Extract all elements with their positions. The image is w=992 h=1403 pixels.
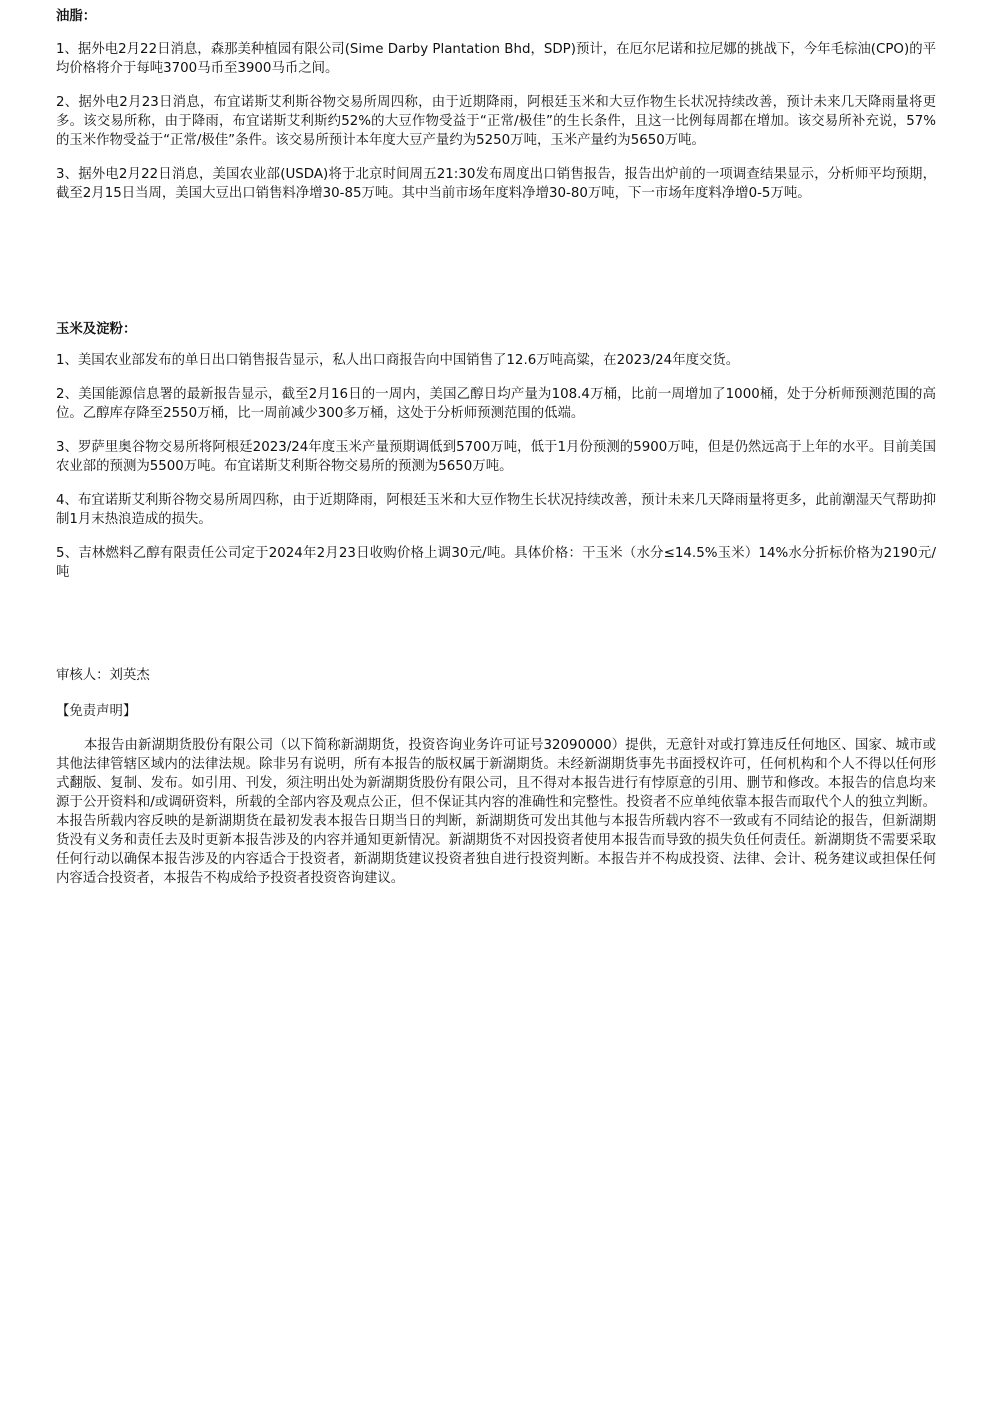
corn-news-item-1: 1、美国农业部发布的单日出口销售报告显示，私人出口商报告向中国销售了12.6万吨高粱，在2023/24年度交货。 <box>56 353 740 368</box>
corn-section <box>56 319 936 597</box>
oil-news-item-1: 1、据外电2月22日消息，森那美种植园有限公司(Sime Darby Plantation Bhd，SDP)预计，在厄尔尼诺和拉尼娜的挑战下，今年毛棕油(CPO)的平均价格将介于每吨3700马币至3900马币之间。 <box>56 42 936 76</box>
corn-news-item-2: 2、美国能源信息署的最新报告显示，截至2月16日的一周内，美国乙醇日均产量为108.4万桶，比前一周增加了1000桶，处于分析师预测范围的高位。乙醇库存降至2550万桶，比一周前减少300多万桶，这处于分析师预测范围的低端。 <box>56 387 936 421</box>
disclaimer-body: 本报告由新湖期货股份有限公司（以下简称新湖期货，投资咨询业务许可证号32090000）提供，无意针对或打算违反任何地区、国家、城市或其他法律管辖区域内的法律法规。除非另有说明，所有本报告的版权属于新湖期货。未经新湖期货事先书面授权许可，任何机构和个人不得以任何形式翻版、复制、发布。如引用、刊发，须注明出处为新湖期货股份有限公司，且不得对本报告进行有悖原意的引用、删节和修改。本报告的信息均来源于公开资料和/或调研资料，所载的全部内容及观点公正，但不保证其内容的准确性和完整性。投资者不应单纯依靠本报告而取代个人的独立判断。本报告所载内容反映的是新湖期货在最初发表本报告日期当日的判断，新湖期货可发出其他与本报告所载内容不一致或有不同结论的报告，但新湖期货没有义务和责任去及时更新本报告涉及的内容并通知更新情况。新湖期货不对因投资者使用本报告而导致的损失负任何责任。新湖期货不需要采取任何行动以确保本报告涉及的内容适合于投资者，新湖期货建议投资者独自进行投资判断。本报告并不构成投资、法律、会计、税务建议或担保任何内容适合投资者，本报告不构成给予投资者投资咨询建议。 <box>56 738 936 886</box>
corn-section-title: 玉米及淀粉： <box>56 322 137 337</box>
disclaimer-title: 【免责声明】 <box>56 704 137 719</box>
oil-section <box>56 6 936 203</box>
report-page <box>56 6 936 886</box>
corn-news-item-3: 3、罗萨里奥谷物交易所将阿根廷2023/24年度玉米产量预期调低到5700万吨，低于1月份预测的5900万吨，但是仍然远高于上年的水平。目前美国农业部的预测为5500万吨。布宜诺斯艾利斯谷物交易所的预测为5650万吨。 <box>56 440 936 474</box>
oil-section-title: 油脂： <box>56 9 97 24</box>
corn-news-item-5: 5、吉林燃料乙醇有限责任公司定于2024年2月23日收购价格上调30元/吨。具体价格：干玉米（水分≤14.5%玉米）14%水分折标价格为2190元/吨 <box>56 546 936 580</box>
corn-news-item-4: 4、布宜诺斯艾利斯谷物交易所周四称，由于近期降雨，阿根廷玉米和大豆作物生长状况持续改善，预计未来几天降雨量将更多，此前潮湿天气帮助抑制1月末热浪造成的损失。 <box>56 493 936 527</box>
oil-news-item-2: 2、据外电2月23日消息，布宜诺斯艾利斯谷物交易所周四称，由于近期降雨，阿根廷玉米和大豆作物生长状况持续改善，预计未来几天降雨量将更多。该交易所称，由于降雨，布宜诺斯艾利斯约52%的大豆作物受益于“正常/极佳”的生长条件，且这一比例每周都在增加。该交易所补充说，57%的玉米作物受益于“正常/极佳”条件。该交易所预计本年度大豆产量约为5250万吨，玉米产量约为5650万吨。 <box>56 95 936 148</box>
reviewer-line: 审核人：刘英杰 <box>56 668 150 683</box>
oil-news-item-3: 3、据外电2月22日消息，美国农业部(USDA)将于北京时间周五21:30发布周度出口销售报告，报告出炉前的一项调查结果显示，分析师平均预期，截至2月15日当周，美国大豆出口销售料净增30-85万吨。其中当前市场年度料净增30-80万吨，下一市场年度料净增0-5万吨。 <box>56 167 936 201</box>
